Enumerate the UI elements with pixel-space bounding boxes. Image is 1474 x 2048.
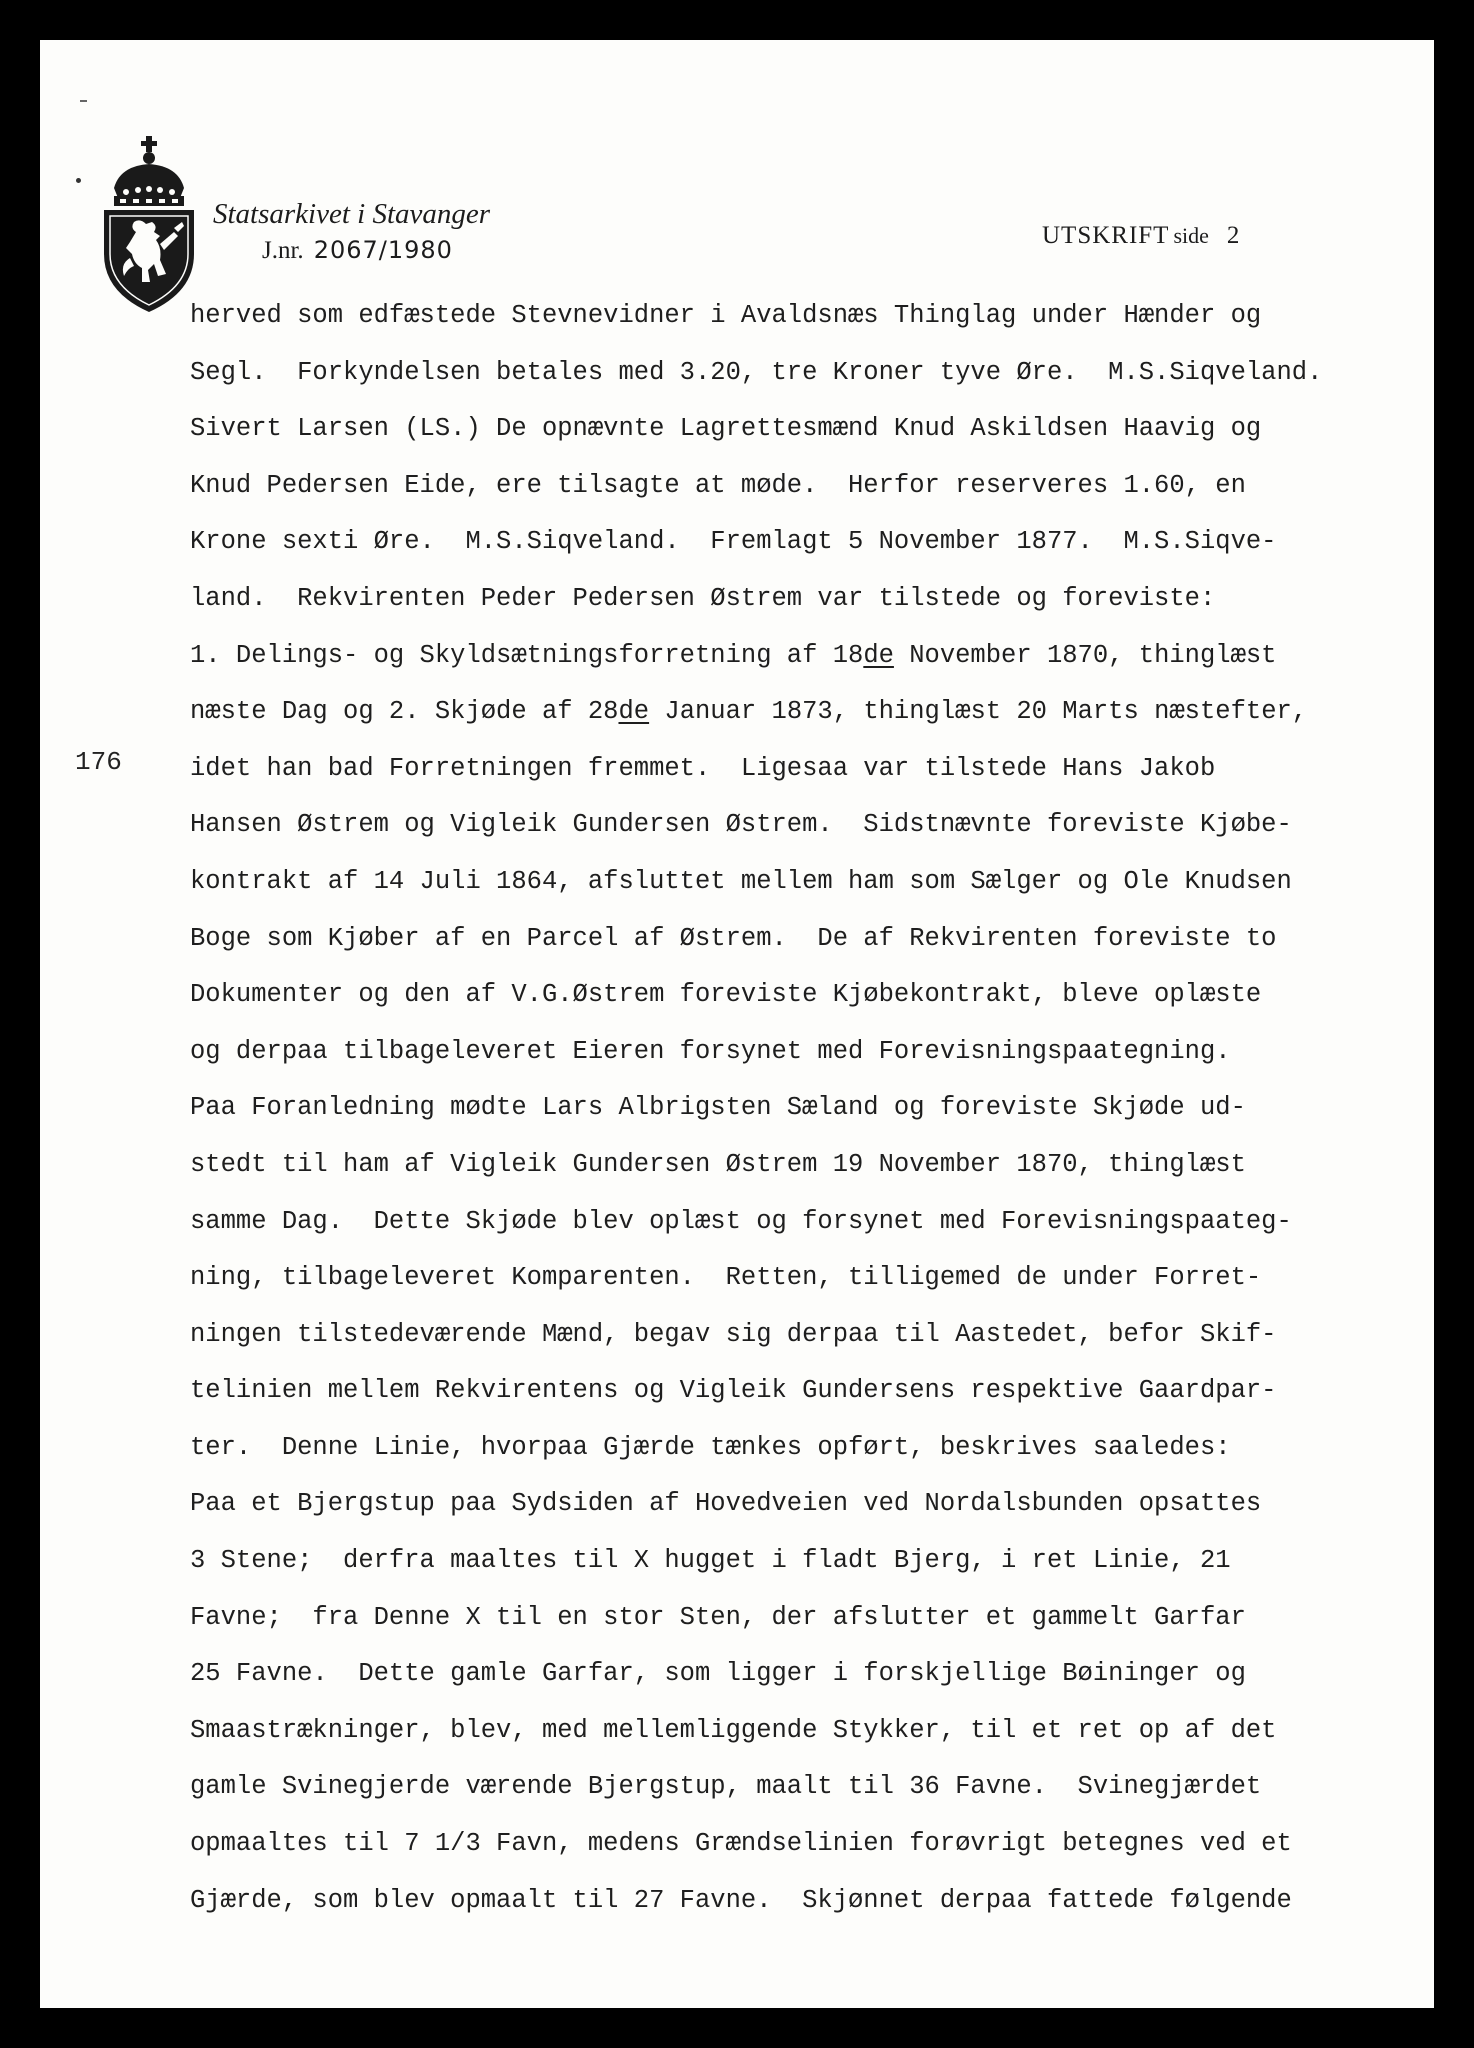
- text-line: [190, 514, 1440, 571]
- text-line: [190, 1307, 1440, 1364]
- text-line: [190, 571, 1440, 628]
- text-segment: Krone sexti Øre. M.S.Siqveland. Fremlagt 5 November 1877. M.S.Siqve-: [190, 527, 1277, 557]
- text-segment: herved som edfæstede Stevnevidner i Avaldsnæs Thinglag under Hænder og: [190, 301, 1262, 330]
- page-label: [1042, 222, 1240, 250]
- text-line: [190, 628, 1440, 685]
- stray-mark: [80, 100, 87, 102]
- text-line: [190, 1250, 1440, 1307]
- journal-number: [262, 236, 453, 265]
- text-line: [190, 854, 1440, 911]
- text-line: [190, 684, 1440, 741]
- text-segment: næste Dag og 2. Skjøde af 28: [190, 697, 619, 727]
- text-segment: Favne; fra Denne X til en stor Sten, der afslutter et gammelt Garfar: [190, 1602, 1246, 1632]
- text-line: [190, 1363, 1440, 1420]
- text-line: [190, 1816, 1440, 1873]
- text-segment: opmaaltes til 7 1/3 Favn, medens Grændselinien forøvrigt betegnes ved et: [190, 1829, 1292, 1859]
- text-segment: Segl. Forkyndelsen betales med 3.20, tre Kroner tyve Øre. M.S.Siqveland.: [190, 357, 1323, 387]
- text-line: [190, 911, 1440, 968]
- text-segment: land. Rekvirenten Peder Pedersen Østrem var tilstede og foreviste:: [190, 583, 1216, 613]
- archive-name: Statsarkivet i Stavanger: [213, 198, 491, 230]
- text-line: [190, 1703, 1440, 1760]
- text-line: [190, 1024, 1440, 1081]
- text-segment: ter. Denne Linie, hvorpaa Gjærde tænkes opført, beskrives saaledes:: [190, 1432, 1231, 1462]
- text-segment: Smaastrækninger, blev, med mellemliggende Stykker, til et ret op af det: [190, 1715, 1277, 1745]
- side-word: side: [1173, 223, 1209, 248]
- text-segment: kontrakt af 14 Juli 1864, afsluttet mellem ham som Sælger og Ole Knudsen: [190, 866, 1292, 896]
- text-line: [190, 1080, 1440, 1137]
- text-segment: samme Dag. Dette Skjøde blev oplæst og forsynet med Forevisningspaateg-: [190, 1206, 1292, 1236]
- text-segment: Paa et Bjergstup paa Sydsiden af Hovedveien ved Nordalsbunden opsattes: [190, 1489, 1262, 1519]
- text-line: [190, 1759, 1440, 1816]
- text-line: [190, 797, 1440, 854]
- text-line: [190, 1590, 1440, 1647]
- text-segment: stedt til ham af Vigleik Gundersen Østrem 19 November 1870, thinglæst: [190, 1149, 1246, 1179]
- text-segment: 3 Stene; derfra maaltes til X hugget i fladt Bjerg, i ret Linie, 21: [190, 1546, 1231, 1576]
- text-segment: Boge som Kjøber af en Parcel af Østrem. De af Rekvirenten foreviste to: [190, 923, 1277, 953]
- text-segment: telinien mellem Rekvirentens og Vigleik Gundersens respektive Gaardpar-: [190, 1376, 1277, 1406]
- text-line: [190, 401, 1440, 458]
- text-segment: idet han bad Forretningen fremmet. Ligesaa var tilstede Hans Jakob: [190, 753, 1216, 783]
- text-segment: ningen tilstedeværende Mænd, begav sig derpaa til Aastedet, befor Skif-: [190, 1319, 1277, 1349]
- text-segment: Hansen Østrem og Vigleik Gundersen Østrem. Sidstnævnte foreviste Kjøbe-: [190, 810, 1292, 840]
- text-line: [190, 345, 1440, 402]
- text-segment: Gjærde, som blev opmaalt til 27 Favne. Skjønnet derpaa fattede følgende: [190, 1885, 1292, 1915]
- text-segment: gamle Svinegjerde værende Bjergstup, maalt til 36 Favne. Svinegjærdet: [190, 1772, 1262, 1802]
- text-segment: Knud Pedersen Eide, ere tilsagte at møde. Herfor reserveres 1.60, en: [190, 470, 1246, 500]
- text-line: [190, 1137, 1440, 1194]
- text-segment: Dokumenter og den af V.G.Østrem foreviste Kjøbekontrakt, bleve oplæste: [190, 980, 1262, 1010]
- underlined-text: de: [863, 640, 894, 670]
- text-line: [190, 1420, 1440, 1477]
- jnr-label: J.nr.: [262, 237, 304, 264]
- text-line: [190, 967, 1440, 1024]
- text-line: [190, 741, 1440, 798]
- text-line: [190, 1476, 1440, 1533]
- text-segment: Sivert Larsen (LS.) De opnævnte Lagrettesmænd Knud Askildsen Haavig og: [190, 414, 1262, 444]
- text-segment: ning, tilbageleveret Komparenten. Retten, tilligemed de under Forret-: [190, 1263, 1262, 1293]
- jnr-value: 2067/1980: [313, 236, 453, 264]
- stray-dot: [76, 178, 81, 183]
- text-line: [190, 288, 1440, 345]
- text-line: [190, 1873, 1440, 1930]
- text-line: [190, 1533, 1440, 1590]
- underlined-text: de: [618, 697, 650, 727]
- text-segment: 25 Favne. Dette gamle Garfar, som ligger i forskjellige Bøininger og: [190, 1659, 1246, 1689]
- margin-note: 176: [75, 747, 122, 777]
- text-line: [190, 1646, 1440, 1703]
- text-line: [190, 1194, 1440, 1251]
- text-segment: November 1870, thinglæst: [893, 640, 1277, 670]
- text-segment: og derpaa tilbageleveret Eieren forsynet med Forevisningspaategning.: [190, 1036, 1231, 1066]
- text-segment: Paa Foranledning mødte Lars Albrigsten Sæland og foreviste Skjøde ud-: [190, 1093, 1246, 1123]
- text-segment: 1. Delings- og Skyldsætningsforretning af 18: [190, 640, 864, 670]
- norwegian-coat-of-arms-icon: [100, 136, 198, 314]
- document-body: [190, 288, 1440, 1929]
- text-line: [190, 458, 1440, 515]
- page-number: 2: [1226, 222, 1241, 249]
- utskrift-label: UTSKRIFT: [1042, 222, 1170, 249]
- text-segment: Januar 1873, thinglæst 20 Marts næstefter,: [649, 697, 1308, 727]
